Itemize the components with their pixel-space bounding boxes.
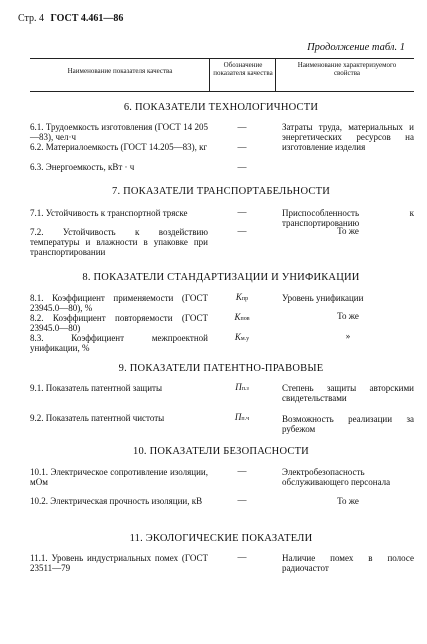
row-6-2-symbol: — <box>237 142 247 152</box>
row-7-2-property: То же <box>337 226 359 236</box>
page-number: Стр. 4 <box>18 13 45 24</box>
row-10-2-symbol: — <box>237 495 247 505</box>
row-8-2-property: То же <box>337 311 359 321</box>
row-8-1-name: 8.1. Коэффициент применяемости (ГОСТ 23945.0—80), % <box>30 293 208 313</box>
row-8-1-property: Уровень унификации <box>282 293 364 303</box>
row-8-3-name: 8.3. Коэффициент межпроектной унификации, % <box>30 333 208 353</box>
section-title-6: 6. ПОКАЗАТЕЛИ ТЕХНОЛОГИЧНОСТИ <box>123 102 319 113</box>
page-header <box>18 13 123 24</box>
row-6-1-property: Затраты труда, материальных и энергетических ресурсов на изготовление изделия <box>282 122 414 152</box>
row-9-1-name: 9.1. Показатель патентной защиты <box>30 383 162 393</box>
row-10-1-property: Электробезопасность обслуживающего персонала <box>282 467 391 487</box>
row-10-2-property: То же <box>337 496 359 506</box>
section-title-9: 9. ПОКАЗАТЕЛИ ПАТЕНТНО-ПРАВОВЫЕ <box>118 363 324 374</box>
table-header-rule <box>30 91 414 92</box>
row-9-2-symbol: Пп.ч <box>234 412 250 422</box>
row-7-2-name: 7.2. Устойчивость к воздействию температуры и влажности в упаковке при транспортировании <box>30 227 208 257</box>
row-6-1-name: 6.1. Трудоемкость изготовления (ГОСТ 14 205—83), чел·ч <box>30 122 208 142</box>
row-6-2-name: 6.2. Материалоемкость (ГОСТ 14.205—83), кг <box>30 142 208 152</box>
row-9-1-property: Степень защиты авторскими свидетельствами <box>282 383 414 403</box>
column-divider-2 <box>275 58 276 91</box>
row-8-2-symbol: Kпов <box>234 312 250 322</box>
row-8-2-name: 8.2. Коэффициент повторяемости (ГОСТ 23945.0—80) <box>30 313 208 333</box>
row-10-1-name: 10.1. Электрическое сопротивление изоляции, мОм <box>30 467 208 487</box>
row-11-1-property: Наличие помех в полосе радиочастот <box>282 553 414 573</box>
row-9-2-property: Возможность реализации за рубежом <box>282 414 414 434</box>
column-header-property: Наименование характеризуемого свойства <box>297 61 397 77</box>
row-10-1-symbol: — <box>237 466 247 476</box>
row-7-1-property: Приспособленность к транспортированию <box>282 208 414 228</box>
column-header-symbol: Обозначение показателя качества <box>213 61 273 77</box>
row-9-2-name: 9.2. Показатель патентной чистоты <box>30 413 165 423</box>
row-6-3-name: 6.3. Энергоемкость, кВт · ч <box>30 162 135 172</box>
row-9-1-symbol: Пп.з <box>235 382 249 392</box>
row-11-1-symbol: — <box>237 552 247 562</box>
row-7-1-symbol: — <box>237 207 247 217</box>
column-header-name: Наименование показателя качества <box>67 67 173 75</box>
section-title-11: 11. ЭКОЛОГИЧЕСКИЕ ПОКАЗАТЕЛИ <box>129 533 313 544</box>
row-7-2-symbol: — <box>237 226 247 236</box>
row-11-1-name: 11.1. Уровень индустриальных помех (ГОСТ 23511—79 <box>30 553 208 573</box>
gost-number: ГОСТ 4.461—86 <box>50 13 124 24</box>
column-divider-1 <box>209 58 210 91</box>
section-title-7: 7. ПОКАЗАТЕЛИ ТРАНСПОРТАБЕЛЬНОСТИ <box>112 186 330 197</box>
row-8-1-symbol: Kпр <box>235 292 249 302</box>
row-6-3-symbol: — <box>237 162 247 172</box>
section-title-8: 8. ПОКАЗАТЕЛИ СТАНДАРТИЗАЦИИ И УНИФИКАЦИИ <box>82 272 360 283</box>
table-continuation: Продолжение табл. 1 <box>307 42 405 53</box>
row-10-2-name: 10.2. Электрическая прочность изоляции, кВ <box>30 496 203 506</box>
row-8-3-property: » <box>345 331 351 341</box>
row-7-1-name: 7.1. Устойчивость к транспортной тряске <box>30 208 188 218</box>
section-title-10: 10. ПОКАЗАТЕЛИ БЕЗОПАСНОСТИ <box>133 446 309 457</box>
row-6-1-symbol: — <box>237 122 247 132</box>
table-top-rule <box>30 58 414 59</box>
row-8-3-symbol: Kм.у <box>234 332 250 342</box>
